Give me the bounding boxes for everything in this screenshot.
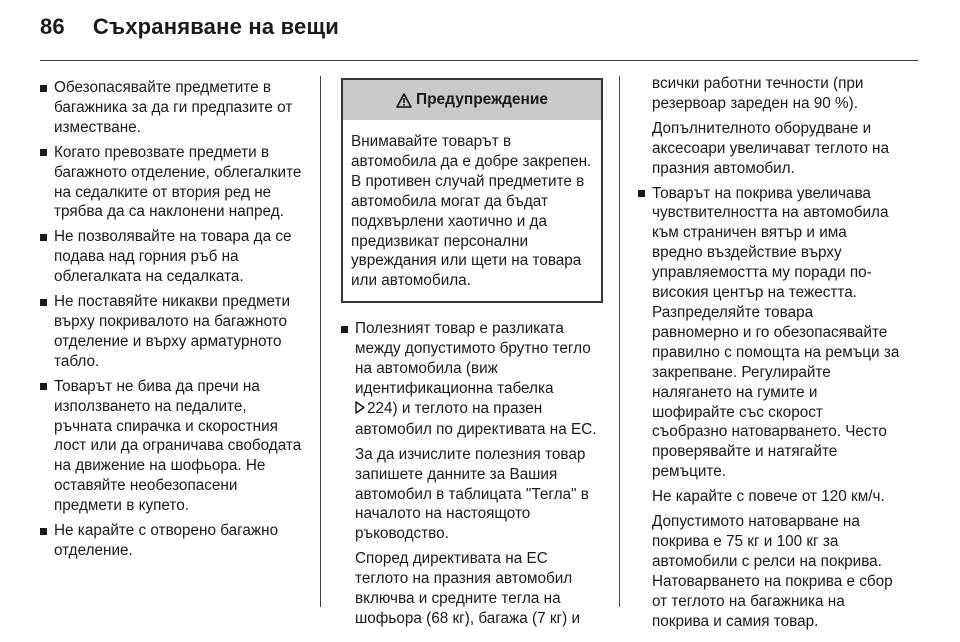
list-item: Когато превозвате предмети в багажното отделение, облегалките на седалките от втория ред не трябва да са наклонени напред. [40,143,308,223]
body-paragraph: всички работни течности (при резервоар зареден на 90 %). [652,75,864,112]
bullet-square-icon [40,528,47,535]
page-header [40,14,339,54]
body-paragraph: Допълнителното оборудване и аксесоари увеличават теглото на празния автомобил. [652,119,889,177]
warning-triangle-icon [396,93,412,108]
bullet-list [341,319,603,439]
list-item: Товарът не бива да пречи на използването на педалите, ръчната спирачка и скоростния лост или да ограничава свободата на движение на шофьора. Не оставяйте необезопасени предмети в купето. [40,377,308,516]
column-2 [341,78,603,629]
warning-title: Предупреждение [415,91,549,109]
warning-box [341,78,603,303]
page-number: 86 [40,14,65,39]
body-paragraph: Не карайте с повече от 120 км/ч. [652,488,885,506]
warning-header [343,80,601,120]
list-item: Не поставяйте никакви предмети върху покривалото на багажното отделение и върху арматурното табло. [40,292,308,372]
warning-text: Внимавайте товарът в автомобила да е добре закрепен. В противен случай предметите в автомобила могат да бъдат подхвърлени хаотично и да предизвикат персонални увреждания или щети на товара или автомобила. [351,133,592,290]
list-item: Не карайте с отворено багажно отделение. [40,521,308,561]
column-3 [638,74,901,631]
bullet-square-icon [40,234,47,241]
body-paragraph: Допустимото натоварване на покрива е 75 кг и 100 кг за автомобили с релси на покрива. Натоварването на покрива е сбор от теглото на багажника на покрива и самия товар. [652,513,893,630]
list-item: Не позволявайте на товара да се подава над горния ръб на облегалката на седалката. [40,227,308,287]
bullet-list [638,184,901,483]
bullet-square-icon [40,383,47,390]
page-reference-arrow-icon[interactable] [355,400,365,420]
list-item: Обезопасявайте предметите в багажника за да ги предпазите от изместване. [40,78,308,138]
body-paragraph: За да изчислите полезния товар запишете данните за Вашия автомобил в таблицата "Тегла" в началото на настоящото ръководство. [355,445,589,543]
bullet-square-icon [40,149,47,156]
bullet-square-icon [40,299,47,306]
header-divider [40,60,918,61]
bullet-square-icon [341,326,348,333]
body-paragraph: Според директивата на ЕС теглото на празния автомобил включва и средните тегла на шофьора (68 кг), багажа (7 кг) и [355,550,581,627]
list-item: Полезният товар е разликата между допустимото брутно тегло на автомобила (виж идентификационна табелка 224) и теглото на празен автомобил по директивата на ЕС. [341,319,603,439]
column-1 [40,78,308,566]
bullet-square-icon [638,190,645,197]
column-divider-left [320,76,321,607]
page-title: Съхраняване на вещи [92,14,339,39]
list-item: Товарът на покрива увеличава чувствителността на автомобила към страничен вятър и има вредно въздействие върху управляемостта му поради по-високия център на тежестта. Разпределяйте товара равномерно и го обезопасявайте правилно с помощта на ремъци за закрепване. Регулирайте налягането на гумите и шофирайте със скорост съобразно натоварването. Често проверявайте и натягайте ремъците. [638,184,901,483]
bullet-list [40,78,308,561]
bullet-square-icon [40,85,47,92]
column-divider-right [619,76,620,607]
